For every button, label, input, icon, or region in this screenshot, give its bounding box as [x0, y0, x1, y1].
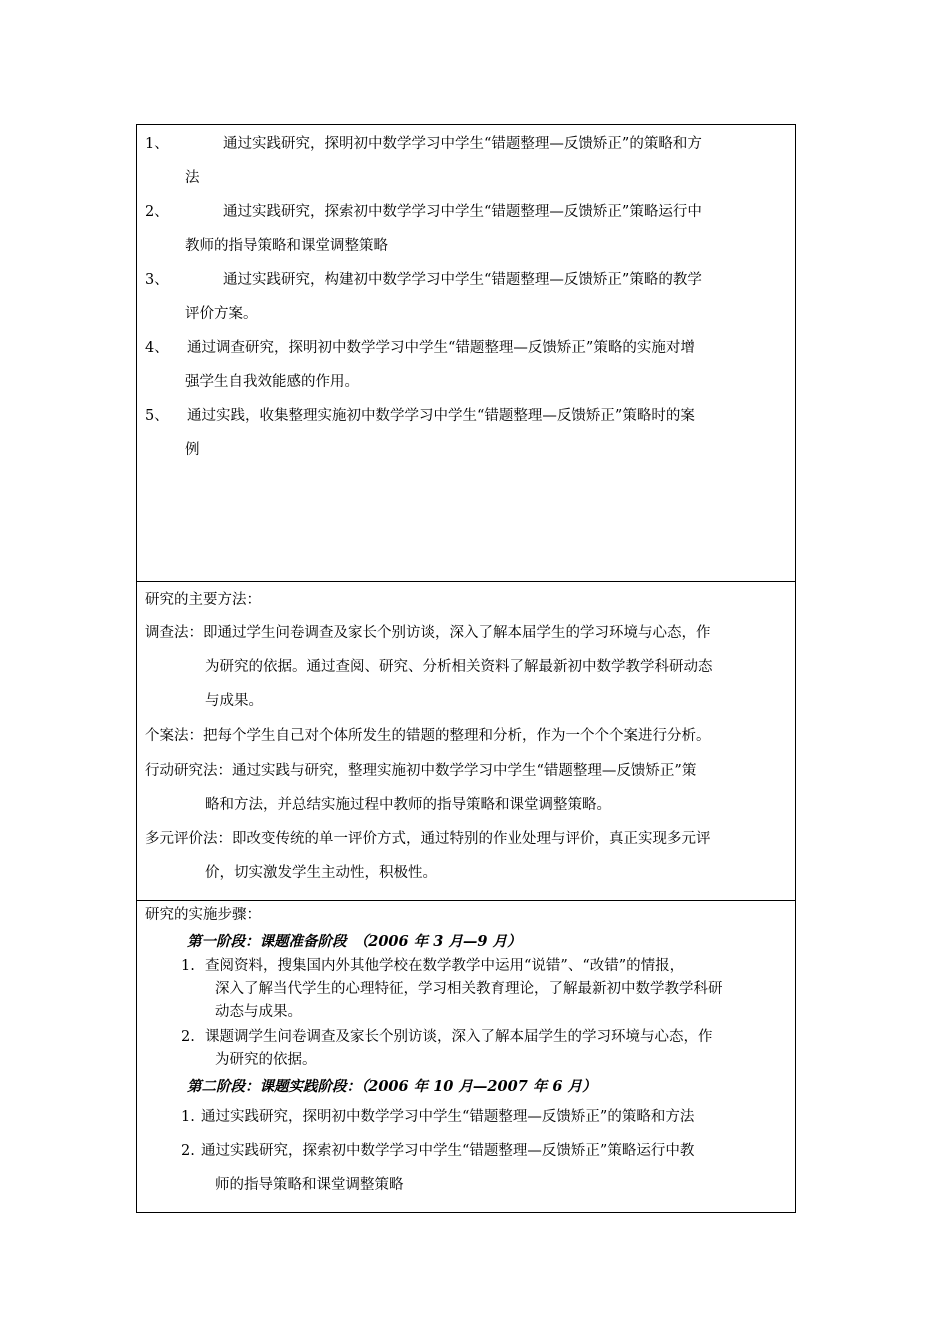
objective-item	[145, 263, 787, 331]
objective-text-cont: 例	[185, 442, 200, 458]
objective-item	[145, 399, 787, 467]
method-text-cont: 与成果。	[205, 693, 263, 709]
method-text: 行动研究法：通过实践与研究，整理实施初中数学学习中学生“错题整理—反馈矫正”策	[145, 763, 697, 779]
step-item	[145, 1026, 787, 1072]
objective-number: 2、	[145, 204, 169, 220]
objective-text: 通过实践研究，构建初中数学学习中学生“错题整理—反馈矫正”策略的教学	[223, 272, 702, 288]
step-text-cont: 师的指导策略和课堂调整策略	[215, 1177, 404, 1193]
method-text-cont: 为研究的依据。通过查阅、研究、分析相关资料了解最新初中数学教学科研动态	[205, 659, 713, 675]
step-text-cont: 动态与成果。	[215, 1004, 302, 1020]
stage-heading: 第一阶段：课题准备阶段 （2006 年 3 月—9 月）	[187, 933, 522, 950]
step-text: 通过实践研究，探索初中数学学习中学生“错题整理—反馈矫正”策略运行中教	[201, 1143, 695, 1159]
objective-text: 通过实践，收集整理实施初中数学学习中学生“错题整理—反馈矫正”策略时的案	[187, 408, 695, 424]
objective-text-cont: 教师的指导策略和课堂调整策略	[185, 238, 388, 254]
objective-item	[145, 127, 787, 195]
research-plan-table	[136, 124, 796, 1213]
method-item	[145, 754, 787, 822]
objective-number: 3、	[145, 272, 169, 288]
step-text-cont: 深入了解当代学生的心理特征，学习相关教育理论，了解最新初中数学教学科研	[215, 981, 723, 997]
method-text: 多元评价法：即改变传统的单一评价方式，通过特别的作业处理与评价，真正实现多元评	[145, 831, 711, 847]
steps-heading: 研究的实施步骤：	[145, 907, 261, 923]
step-number: 2.	[181, 1029, 195, 1045]
step-number: 1.	[181, 1109, 195, 1125]
objective-text-cont: 法	[185, 170, 200, 186]
step-number: 2.	[181, 1143, 195, 1159]
objective-text: 通过调查研究，探明初中数学学习中学生“错题整理—反馈矫正”策略的实施对增	[187, 340, 695, 356]
step-text: 课题调学生问卷调查及家长个别访谈，深入了解本届学生的学习环境与心态，作	[205, 1029, 713, 1045]
objective-text-cont: 强学生自我效能感的作用。	[185, 374, 359, 390]
objective-item	[145, 331, 787, 399]
step-item	[145, 955, 787, 1024]
step-text-cont: 为研究的依据。	[215, 1052, 317, 1068]
objective-text-cont: 评价方案。	[185, 306, 258, 322]
implementation-steps-cell	[137, 901, 796, 1213]
method-text-cont: 价，切实激发学生主动性，积极性。	[205, 865, 437, 881]
method-text: 个案法：把每个学生自己对个体所发生的错题的整理和分析，作为一个个个案进行分析。	[145, 728, 711, 744]
step-item	[145, 1134, 787, 1202]
methods-heading: 研究的主要方法：	[145, 592, 261, 608]
objective-number: 4、	[145, 340, 169, 356]
method-text-cont: 略和方法，并总结实施过程中教师的指导策略和课堂调整策略。	[205, 797, 611, 813]
objective-text: 通过实践研究，探明初中数学学习中学生“错题整理—反馈矫正”的策略和方	[223, 136, 702, 152]
step-text: 通过实践研究，探明初中数学学习中学生“错题整理—反馈矫正”的策略和方法	[201, 1109, 695, 1125]
stage-heading: 第二阶段：课题实践阶段：（2006 年 10 月—2007 年 6 月）	[187, 1078, 597, 1095]
objective-number: 1、	[145, 136, 169, 152]
research-objectives-cell	[137, 125, 796, 582]
method-item	[145, 616, 787, 718]
objective-text: 通过实践研究，探索初中数学学习中学生“错题整理—反馈矫正”策略运行中	[223, 204, 702, 220]
method-item	[145, 718, 787, 754]
research-methods-cell	[137, 582, 796, 901]
step-number: 1.	[181, 958, 195, 974]
step-item	[145, 1100, 787, 1134]
method-text: 调查法：即通过学生问卷调查及家长个别访谈，深入了解本届学生的学习环境与心态，作	[145, 625, 711, 641]
objective-number: 5、	[145, 408, 169, 424]
method-item	[145, 822, 787, 890]
objective-item	[145, 195, 787, 263]
step-text: 查阅资料，搜集国内外其他学校在数学教学中运用“说错”、“改错”的情报，	[205, 958, 685, 974]
